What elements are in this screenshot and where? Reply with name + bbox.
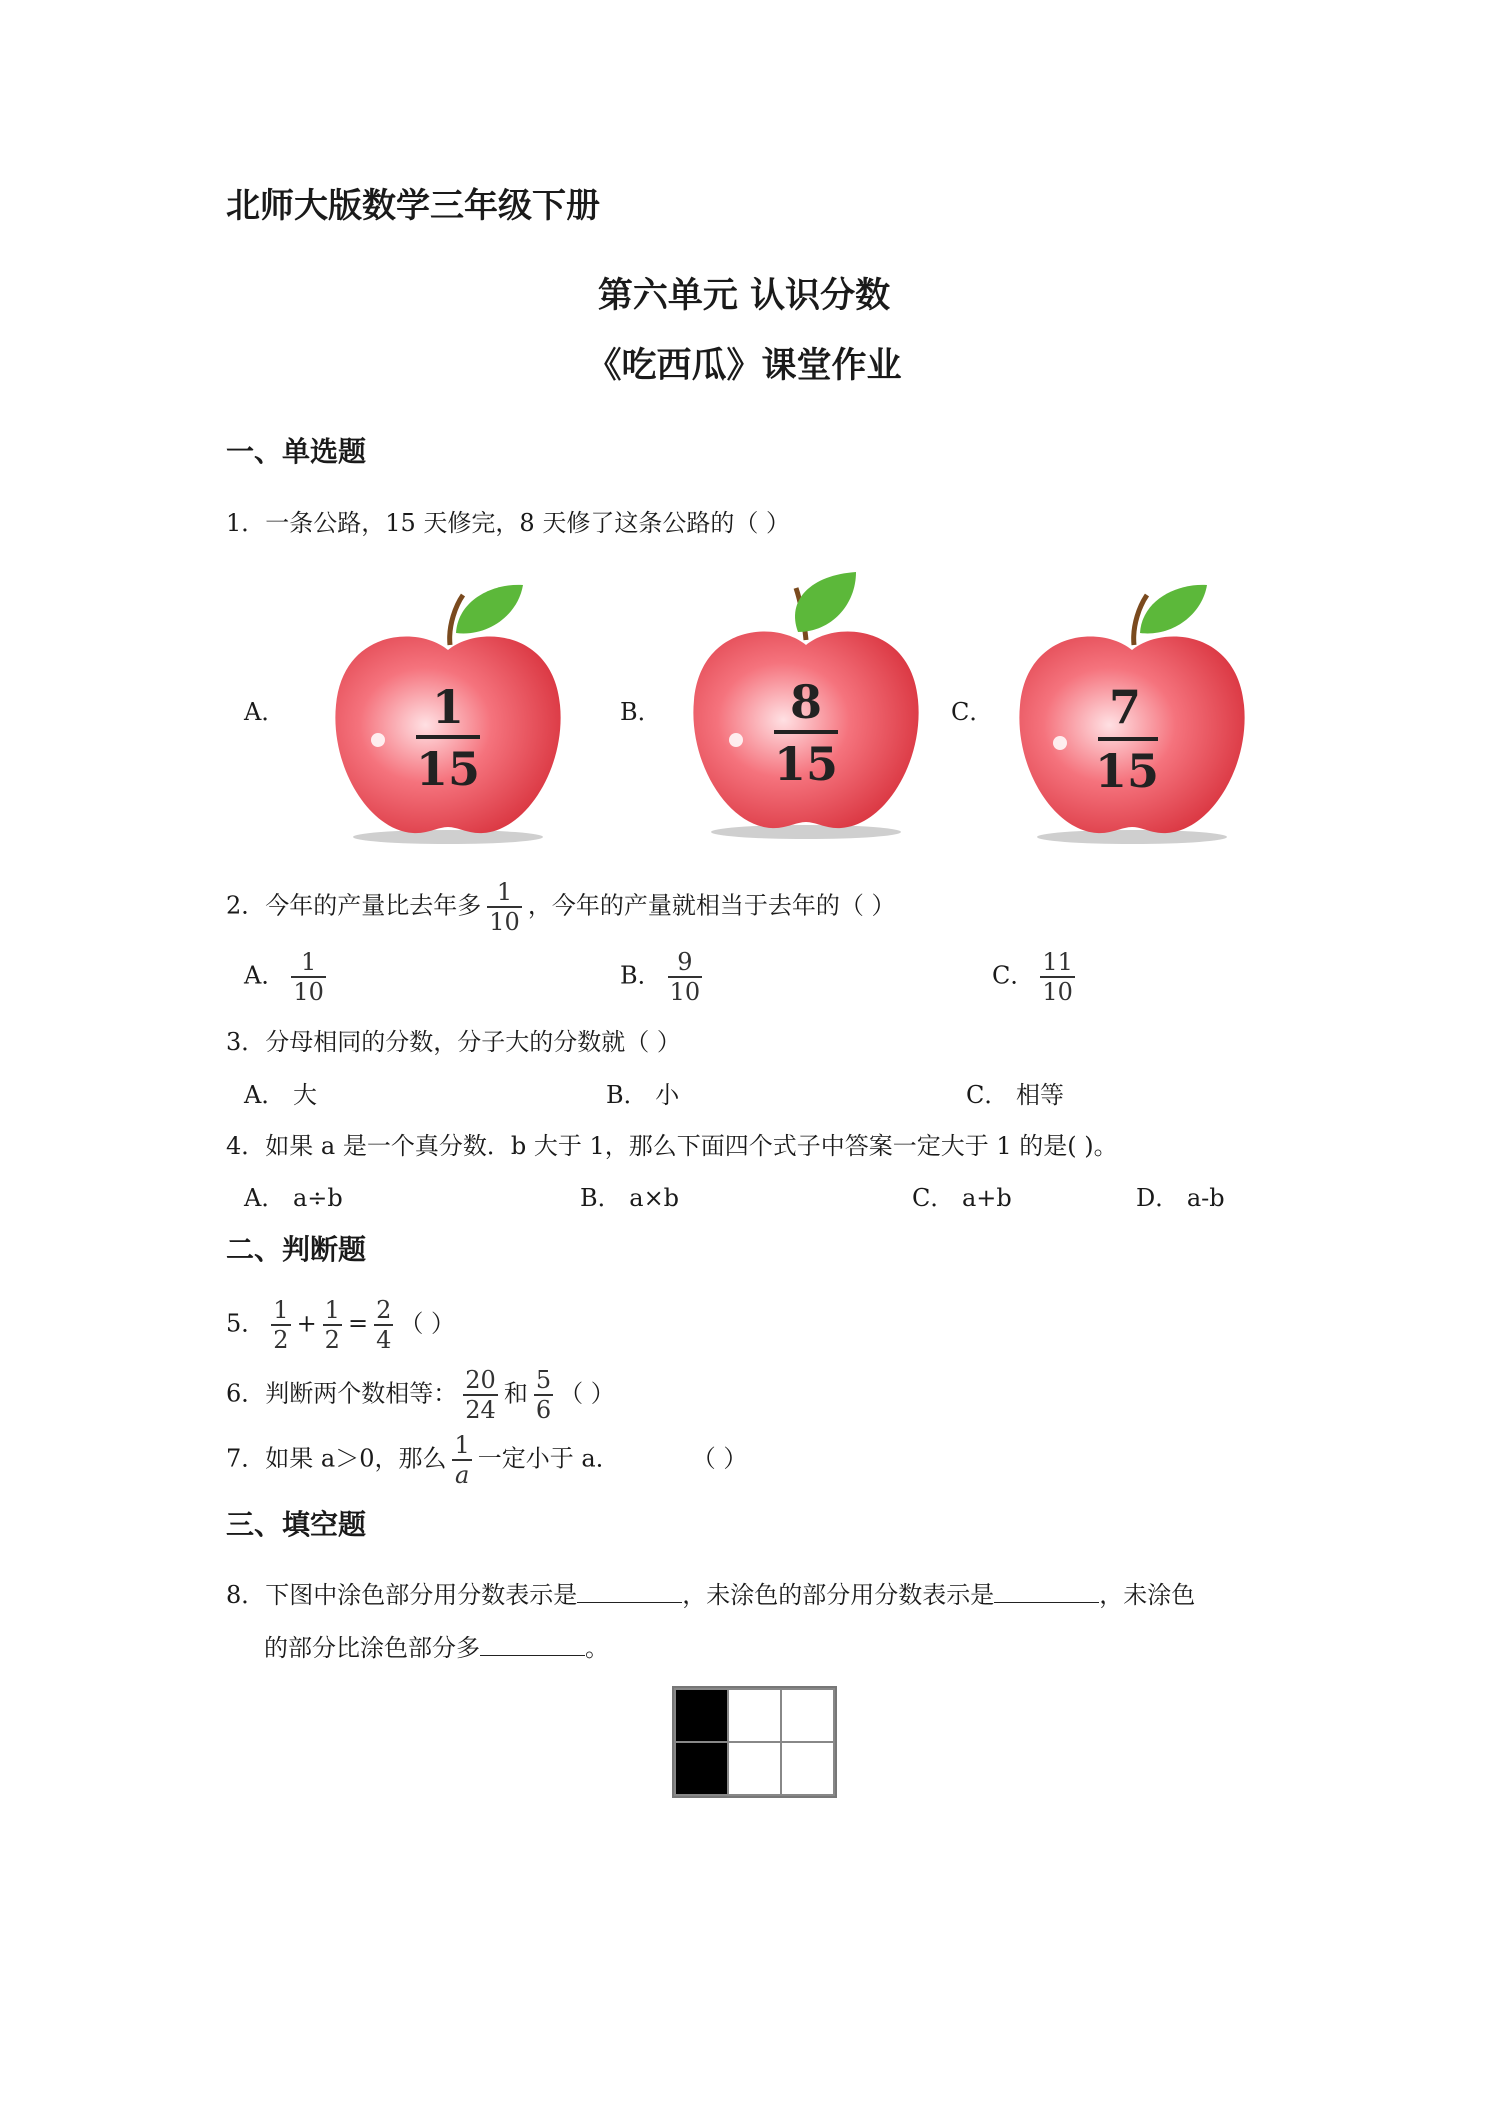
q5-plus: + — [296, 1309, 317, 1338]
q4-option-a: A． a÷b — [244, 1184, 343, 1212]
q5-answer-paren: （ ） — [399, 1309, 455, 1338]
q2-fraction — [487, 880, 522, 934]
apple-b-denominator: 15 — [773, 737, 839, 791]
question-8-line-2 — [264, 1628, 609, 1663]
q4-option-b: B． a×b — [580, 1184, 680, 1212]
q1-option-c-label: C． — [951, 698, 994, 726]
q3-option-b: B． 小 — [606, 1081, 680, 1109]
answer-blank-3[interactable] — [480, 1633, 585, 1656]
apple-c-image — [1012, 575, 1252, 845]
q2-option-b-den: 10 — [669, 978, 701, 1006]
q7-frac-den — [453, 1461, 471, 1487]
q7-suffix: 一定小于 a． — [477, 1444, 620, 1473]
q2-option-b-label: B． — [620, 961, 662, 990]
q5-f1-den: 2 — [273, 1326, 289, 1354]
q2-option-c — [992, 950, 1081, 1004]
q2-frac-num: 1 — [496, 878, 513, 906]
q1-option-a-label: A． — [244, 698, 286, 726]
section-single-choice: 一、单选题 — [226, 435, 367, 468]
grid-cell — [728, 1742, 781, 1795]
q5-f3-den: 4 — [376, 1326, 392, 1354]
question-3: 3．分母相同的分数，分子大的分数就（ ） — [226, 1028, 681, 1056]
apple-a-image — [328, 575, 568, 845]
grid-cell — [781, 1689, 834, 1742]
q7-answer-paren: （ ） — [691, 1444, 748, 1473]
q6-f2-num: 5 — [535, 1366, 552, 1394]
q6-and: 和 — [503, 1379, 528, 1408]
question-8-line-1 — [226, 1575, 1195, 1610]
q2-option-b-num: 9 — [677, 948, 693, 976]
q8-line2-text: 的部分比涂色部分多 — [264, 1634, 480, 1662]
q2-option-c-fraction — [1040, 950, 1075, 1004]
grid-table — [674, 1688, 835, 1796]
q6-prefix: 6．判断两个数相等： — [226, 1379, 458, 1408]
q7-frac-num: 1 — [454, 1431, 470, 1459]
answer-blank-1[interactable] — [577, 1580, 682, 1603]
section-fill-blank: 三、填空题 — [226, 1508, 367, 1541]
question-4: 4．如果 a 是一个真分数．b 大于 1，那么下面四个式子中答案一定大于 1 的是( )。 — [226, 1132, 1118, 1160]
q7-prefix: 7．如果 a＞0，那么 — [226, 1444, 447, 1473]
q6-f1-num: 20 — [465, 1366, 496, 1394]
answer-blank-2[interactable] — [994, 1580, 1099, 1603]
q2-suffix: ，今年的产量就相当于去年的（ ） — [527, 891, 896, 920]
grid-cell-shaded — [675, 1742, 728, 1795]
q5-f2-den: 2 — [324, 1326, 340, 1354]
q2-option-a — [244, 950, 332, 1004]
q2-option-a-label: A． — [244, 961, 286, 990]
q4-option-c: C． a+b — [912, 1184, 1012, 1212]
q5-fraction-2 — [323, 1298, 342, 1352]
grid-cell — [781, 1742, 834, 1795]
q1-option-b-label: B． — [620, 698, 662, 726]
q5-fraction-1 — [271, 1298, 290, 1352]
q6-f2-den: 6 — [535, 1396, 552, 1424]
q4-option-d: D． a-b — [1136, 1184, 1225, 1212]
q6-answer-paren: （ ） — [559, 1379, 615, 1408]
q7-frac-den-var: a — [454, 1461, 470, 1489]
q2-option-a-num: 1 — [300, 948, 317, 976]
q2-frac-den: 10 — [489, 908, 520, 936]
apple-c-numerator: 7 — [1108, 680, 1142, 734]
q5-fraction-3 — [374, 1298, 393, 1352]
apple-a-numerator: 1 — [431, 680, 465, 734]
q8-part-1: 8．下图中涂色部分用分数表示是 — [226, 1581, 578, 1609]
apple-b-numerator: 8 — [789, 675, 823, 729]
q6-f1-den: 24 — [465, 1396, 496, 1424]
question-6 — [226, 1368, 615, 1422]
section-true-false: 二、判断题 — [226, 1233, 367, 1266]
q5-f2-num: 1 — [324, 1296, 340, 1324]
apple-b-image — [686, 570, 926, 840]
question-2 — [226, 880, 895, 934]
grid-cell — [728, 1689, 781, 1742]
q2-option-c-label: C． — [992, 961, 1035, 990]
q8-line2-end: 。 — [585, 1634, 609, 1662]
apple-c-denominator: 15 — [1094, 744, 1160, 798]
q2-option-a-den: 10 — [293, 978, 324, 1006]
q5-f1-num: 1 — [273, 1296, 289, 1324]
question-7 — [226, 1433, 747, 1487]
fraction-grid-figure — [672, 1686, 837, 1798]
lesson-title: 《吃西瓜》课堂作业 — [586, 346, 902, 386]
apple-a-denominator: 15 — [415, 742, 481, 796]
q2-prefix: 2．今年的产量比去年多 — [226, 891, 482, 920]
q5-number: 5． — [226, 1309, 266, 1338]
q2-option-a-fraction — [291, 950, 326, 1004]
q8-part-2: ，未涂色的部分用分数表示是 — [682, 1581, 995, 1609]
q7-fraction — [452, 1433, 471, 1487]
q2-option-c-den: 10 — [1042, 978, 1073, 1006]
q6-fraction-2 — [534, 1368, 553, 1422]
grid-cell-shaded — [675, 1689, 728, 1742]
unit-title: 第六单元 认识分数 — [597, 276, 891, 316]
question-5 — [226, 1298, 455, 1352]
q2-option-b-fraction — [668, 950, 703, 1004]
q2-option-b — [620, 950, 708, 1004]
q3-option-a: A． 大 — [244, 1081, 317, 1109]
q6-fraction-1 — [463, 1368, 498, 1422]
q3-option-c: C． 相等 — [966, 1081, 1064, 1109]
book-title: 北师大版数学三年级下册 — [226, 186, 600, 226]
q2-option-c-num: 11 — [1042, 948, 1073, 976]
q8-part-3: ，未涂色 — [1099, 1581, 1196, 1609]
question-1: 1．一条公路，15 天修完，8 天修了这条公路的（ ） — [226, 509, 790, 537]
q5-f3-num: 2 — [376, 1296, 392, 1324]
q5-equals: = — [347, 1309, 369, 1338]
